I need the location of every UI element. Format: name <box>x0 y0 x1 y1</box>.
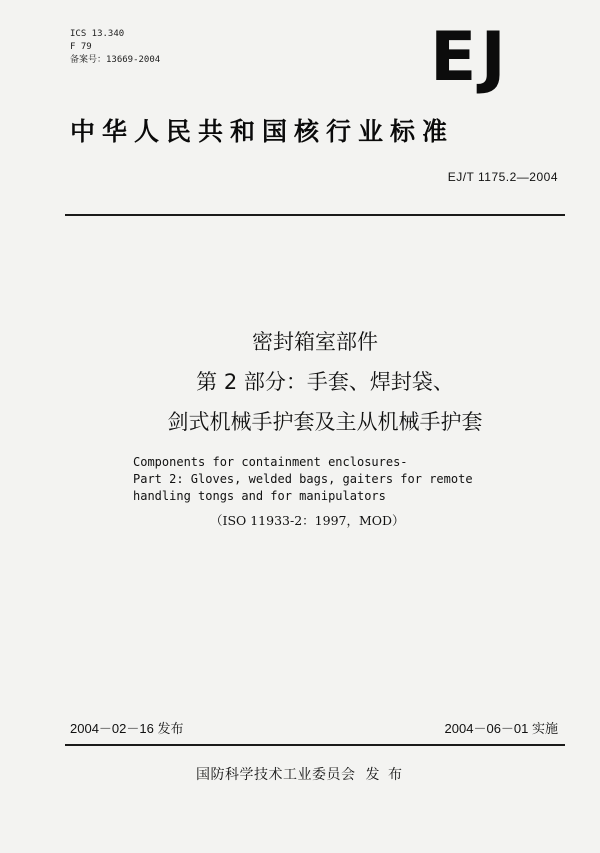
issuer <box>0 764 600 784</box>
issue-date: 2004－02－16 发布 <box>70 721 184 736</box>
english-title <box>133 454 473 505</box>
classification-block <box>70 28 160 67</box>
english-title-line-2: Part 2: Gloves, welded bags, gaiters for remote <box>133 472 473 486</box>
chinese-title-line-1: 密封箱室部件 <box>252 330 378 354</box>
chinese-title-line-2: 第 2 部分：手套、焊封袋、 <box>196 370 454 394</box>
top-divider <box>65 214 565 216</box>
english-title-line-3: handling tongs and for manipulators <box>133 489 386 503</box>
ej-logo: EJ <box>430 18 510 97</box>
standard-number: EJ/T 1175.2—2004 <box>447 170 558 184</box>
issuer-action: 发 布 <box>365 767 404 783</box>
bottom-divider <box>65 744 565 746</box>
implementation-date: 2004－06－01 实施 <box>444 721 558 736</box>
iso-reference: （ISO 11933-2：1997，MOD） <box>210 513 405 528</box>
issuer-organization: 国防科学技术工业委员会 <box>196 767 356 783</box>
english-title-line-1: Components for containment enclosures- <box>133 455 408 469</box>
category-code: F 79 <box>70 42 92 52</box>
record-number: 备案号：13669-2004 <box>70 55 161 65</box>
standard-title: 中华人民共和国核行业标准 <box>70 117 455 146</box>
chinese-title-line-3: 剑式机械手护套及主从机械手护套 <box>167 410 483 434</box>
ics-code: ICS 13.340 <box>70 29 125 39</box>
